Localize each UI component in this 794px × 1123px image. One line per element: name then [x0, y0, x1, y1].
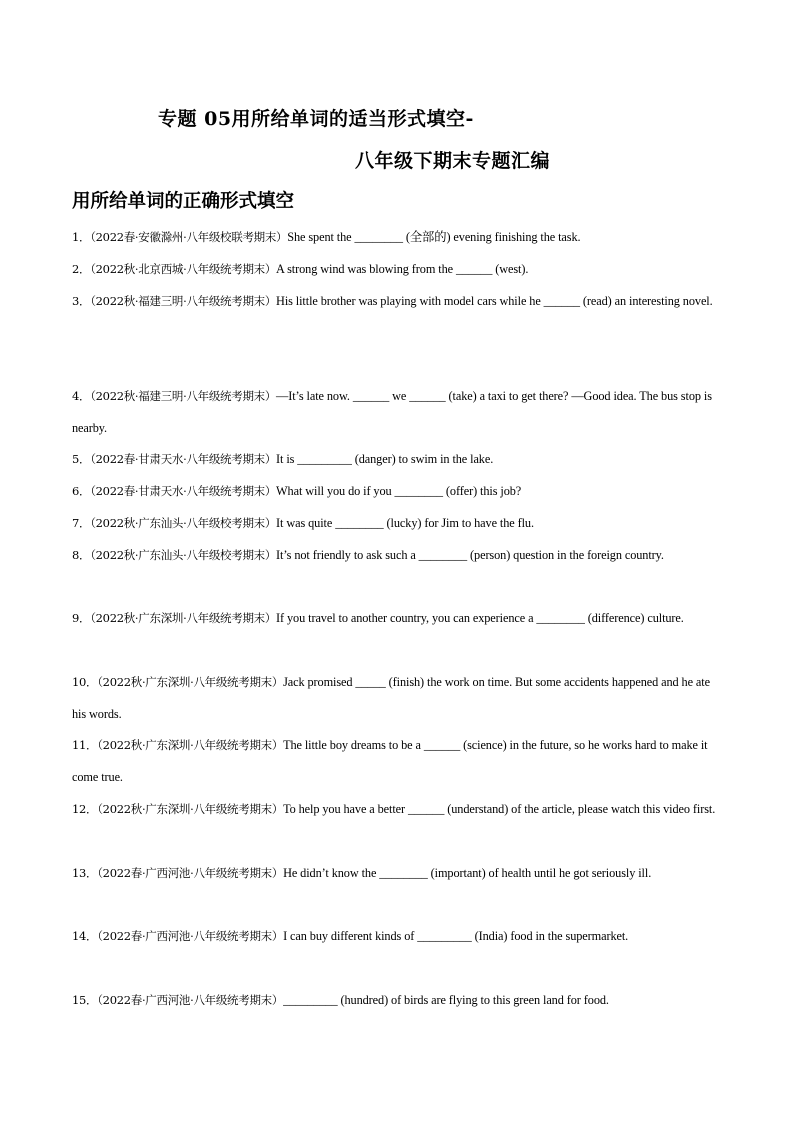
section-heading: 用所给单词的正确形式填空	[72, 191, 295, 212]
question-text: —It’s late now. ______ we ______ (take) a taxi to get there? —Good idea. The bus stop is nearby.	[72, 389, 712, 435]
question-source: 1．（2022春·安徽滁州·八年级校联考期末）	[72, 230, 288, 244]
question-source: 14．（2022春·广西河池·八年级统考期末）	[72, 929, 284, 943]
question-text: A strong wind was blowing from the ______ (west).	[276, 262, 529, 276]
question-12	[72, 794, 722, 826]
question-source: 3．（2022秋·福建三明·八年级统考期末）	[72, 294, 277, 308]
question-11	[72, 730, 722, 793]
question-text: It was quite ________ (lucky) for Jim to have the flu.	[276, 516, 534, 530]
question-source: 6．（2022春·甘肃天水·八年级统考期末）	[72, 484, 277, 498]
question-source: 12．（2022秋·广东深圳·八年级统考期末）	[72, 802, 284, 816]
question-source: 5．（2022春·甘肃天水·八年级统考期末）	[72, 452, 277, 466]
question-source: 7．（2022秋·广东汕头·八年级校考期末）	[72, 516, 277, 530]
question-3	[72, 286, 722, 318]
question-2	[72, 254, 722, 286]
question-text: He didn’t know the ________ (important) of health until he got seriously ill.	[283, 866, 652, 880]
document-title-line-2: 八年级下期末专题汇编	[355, 150, 551, 172]
question-text: To help you have a better ______ (understand) of the article, please watch this video first.	[283, 802, 716, 816]
question-text: If you travel to another country, you can experience a ________ (difference) culture.	[276, 611, 684, 625]
question-15	[72, 985, 722, 1017]
question-source: 15．（2022春·广西河池·八年级统考期末）	[72, 993, 284, 1007]
question-text: _________ (hundred) of birds are flying to this green land for food.	[283, 993, 609, 1007]
question-9	[72, 603, 722, 635]
question-6	[72, 476, 722, 508]
question-text: His little brother was playing with model cars while he ______ (read) an interesting novel.	[276, 294, 713, 308]
question-text: The little boy dreams to be a ______ (science) in the future, so he works hard to make it come true.	[72, 738, 708, 784]
question-text: I can buy different kinds of _________ (India) food in the supermarket.	[283, 929, 629, 943]
question-text: It’s not friendly to ask such a ________ (person) question in the foreign country.	[276, 548, 664, 562]
question-7	[72, 508, 722, 540]
question-source: 2．（2022秋·北京西城·八年级统考期末）	[72, 262, 277, 276]
question-text: Jack promised _____ (finish) the work on time. But some accidents happened and he ate his words.	[72, 675, 710, 721]
question-source: 11．（2022秋·广东深圳·八年级统考期末）	[72, 738, 284, 752]
question-text: What will you do if you ________ (offer) this job?	[276, 484, 522, 498]
question-5	[72, 444, 722, 476]
question-source: 10．（2022秋·广东深圳·八年级统考期末）	[72, 675, 284, 689]
question-1	[72, 222, 722, 254]
question-source: 8．（2022秋·广东汕头·八年级校考期末）	[72, 548, 277, 562]
question-8	[72, 540, 722, 572]
question-source: 4．（2022秋·福建三明·八年级统考期末）	[72, 389, 277, 403]
question-4	[72, 381, 722, 444]
document-title-line-1: 专题 05用所给单词的适当形式填空-	[158, 108, 474, 130]
question-13	[72, 858, 722, 890]
question-source: 13．（2022春·广西河池·八年级统考期末）	[72, 866, 284, 880]
question-source: 9．（2022秋·广东深圳·八年级统考期末）	[72, 611, 277, 625]
question-text: She spent the ________ (全部的) evening finishing the task.	[287, 230, 581, 244]
question-text: It is _________ (danger) to swim in the lake.	[276, 452, 494, 466]
question-10	[72, 667, 722, 730]
question-14	[72, 921, 722, 953]
